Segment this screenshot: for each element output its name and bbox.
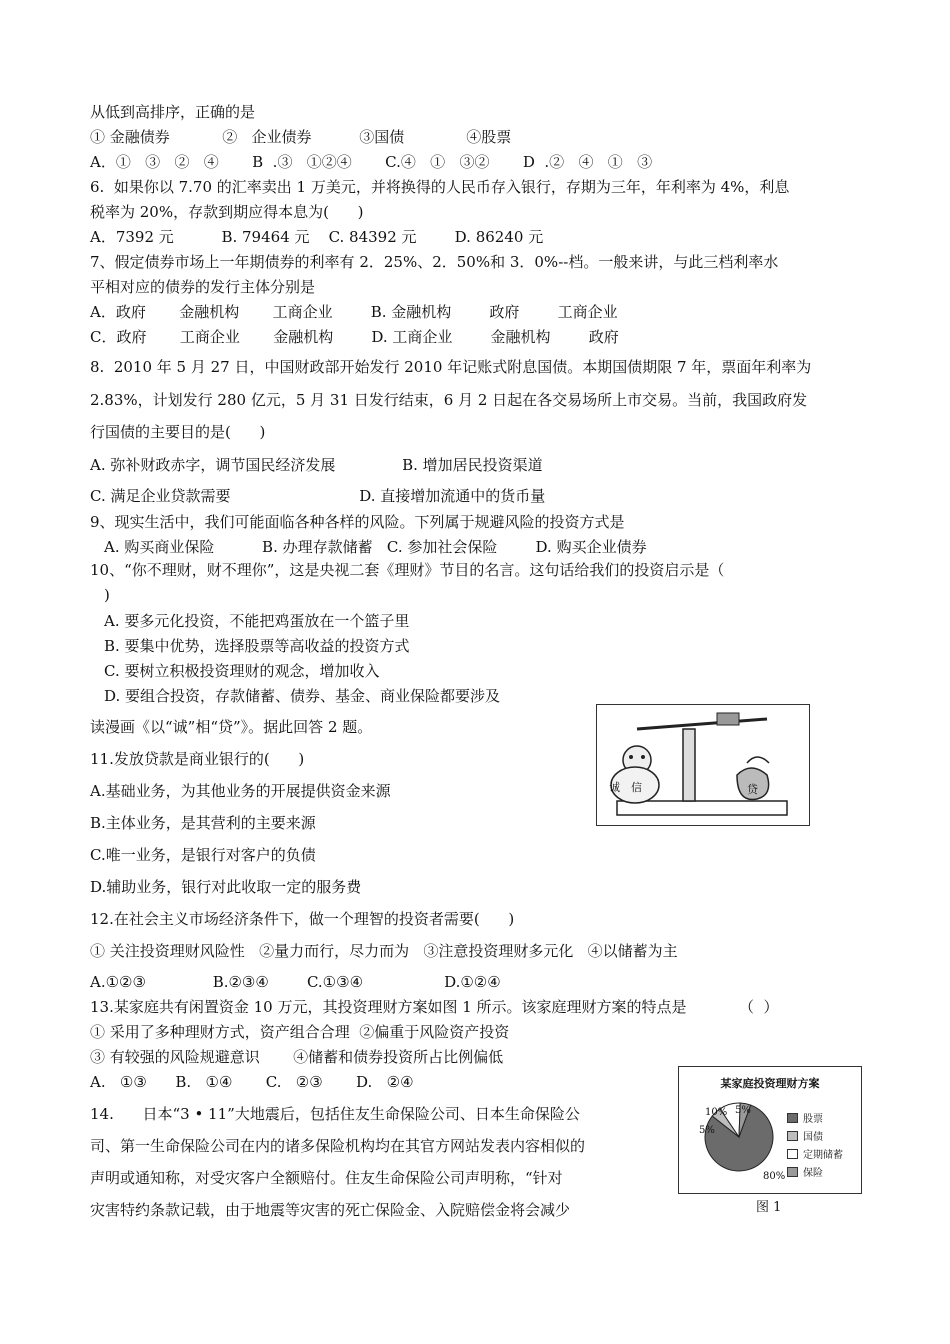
legend-item-bonds <box>787 1131 823 1144</box>
text-line: 7、假定债券市场上一年期债券的利率有 2．25%、2．50%和 3．0%--档。一般来讲，与此三档利率水 <box>90 253 779 271</box>
pie-chart-figure <box>678 1066 862 1194</box>
text-line: 14. 日本“3 • 11”大地震后，包括住友生命保险公司、日本生命保险公 <box>90 1105 580 1123</box>
text-line: 10、“你不理财，财不理你”，这是央视二套《理财》节目的名言。这句话给我们的投资启示是（ <box>90 561 725 579</box>
text-line: 11.发放贷款是商业银行的( ) <box>90 750 305 768</box>
text-line: ① 关注投资理财风险性 ②量力而行，尽力而为 ③注意投资理财多元化 ④以储蓄为主 <box>90 942 678 960</box>
text-line: B.主体业务，是其营利的主要来源 <box>90 814 316 832</box>
text-line: 税率为 20%，存款到期应得本息为( ) <box>90 203 364 221</box>
pct-label-insurance: 5% <box>735 1105 751 1116</box>
text-line: 6. 如果你以 7.70 的汇率卖出 1 万美元，并将换得的人民币存入银行，存期为三年，年利率为 4%，利息 <box>90 178 790 196</box>
text-line: ③ 有较强的风险规避意识 ④储蓄和债券投资所占比例偏低 <box>90 1048 504 1066</box>
cartoon-drawing <box>597 705 809 825</box>
figure-caption: 图 1 <box>756 1200 782 1215</box>
text-line: 13.某家庭共有闲置资金 10 万元，其投资理财方案如图 1 所示。该家庭理财方案的特点是 （ ） <box>90 998 779 1016</box>
text-line: ① 采用了多种理财方式，资产组合合理 ②偏重于风险资产投资 <box>90 1023 510 1041</box>
text-line: C. 满足企业贷款需要 D. 直接增加流通中的货币量 <box>90 487 546 505</box>
pct-label-stocks: 80% <box>763 1171 786 1182</box>
text-line: 司、第一生命保险公司在内的诸多保险机构均在其官方网站发表内容相似的 <box>90 1137 586 1155</box>
text-line: 平相对应的债券的发行主体分别是 <box>90 278 316 296</box>
chart-title: 某家庭投资理财方案 <box>720 1077 820 1090</box>
text-line: ) <box>104 586 110 604</box>
text-line: A．① ③ ② ④ B .③ ①②④ C.④ ① ③② D .② ④ ① ③ <box>90 153 653 171</box>
text-line: 行国债的主要目的是( ) <box>90 423 266 441</box>
text-line: 2.83%，计划发行 280 亿元，5 月 31 日发行结束，6 月 2 日起在各交易场所上市交易。当前，我国政府发 <box>90 391 808 409</box>
text-line: A. 要多元化投资，不能把鸡蛋放在一个篮子里 <box>104 612 410 630</box>
legend-label: 股票 <box>803 1114 823 1125</box>
legend-item-insurance <box>787 1167 823 1180</box>
cartoon-label: 诚 <box>609 781 620 794</box>
text-line: 声明或通知称，对受灾客户全额赔付。住友生命保险公司声明称，“针对 <box>90 1169 563 1187</box>
legend-swatch <box>787 1149 798 1159</box>
text-line: 灾害特约条款记载，由于地震等灾害的死亡保险金、入院赔偿金将会减少 <box>90 1201 571 1219</box>
text-line: 从低到高排序，正确的是 <box>90 103 256 121</box>
text-line: D.辅助业务，银行对此收取一定的服务费 <box>90 878 362 896</box>
text-line: 8. 2010 年 5 月 27 日，中国财政部开始发行 2010 年记账式附息国债。本期国债期限 7 年，票面年利率为 <box>90 358 812 376</box>
text-line: 9、现实生活中，我们可能面临各种各样的风险。下列属于规避风险的投资方式是 <box>90 513 625 531</box>
pct-label-bonds: 5% <box>699 1125 715 1136</box>
cartoon-label: 信 <box>631 781 642 794</box>
text-line: A．政府 金融机构 工商企业 B. 金融机构 政府 工商企业 <box>90 303 618 321</box>
text-line: C．政府 工商企业 金融机构 D. 工商企业 金融机构 政府 <box>90 328 619 346</box>
legend-item-stocks <box>787 1113 823 1126</box>
legend-label: 国债 <box>803 1132 823 1143</box>
legend-swatch <box>787 1167 798 1177</box>
text-line: B. 要集中优势，选择股票等高收益的投资方式 <box>104 637 410 655</box>
text-line: A. 购买商业保险 B. 办理存款储蓄 C. 参加社会保险 D. 购买企业债券 <box>104 538 647 556</box>
text-line: A.基础业务，为其他业务的开展提供资金来源 <box>90 782 391 800</box>
legend-swatch <box>787 1113 798 1123</box>
pct-label-savings: 10% <box>705 1107 728 1118</box>
text-line: D. 要组合投资，存款储蓄、债券、基金、商业保险都要涉及 <box>104 687 501 705</box>
legend-item-savings <box>787 1149 843 1162</box>
legend-label: 保险 <box>803 1168 823 1179</box>
cartoon-label: 贷 <box>747 783 758 796</box>
text-line: A. ①③ B. ①④ C. ②③ D. ②④ <box>90 1073 414 1091</box>
text-line: 读漫画《以“诚”相“贷”》。据此回答 2 题。 <box>90 718 373 736</box>
text-line: A. 弥补财政赤字，调节国民经济发展 B. 增加居民投资渠道 <box>90 456 543 474</box>
cartoon-figure <box>596 704 810 826</box>
text-line: 12.在社会主义市场经济条件下，做一个理智的投资者需要( ) <box>90 910 515 928</box>
text-line: A.①②③ B.②③④ C.①③④ D.①②④ <box>90 973 501 991</box>
text-line: A．7392 元 B. 79464 元 C. 84392 元 D. 86240 元 <box>90 228 544 246</box>
legend-label: 定期储蓄 <box>803 1150 843 1161</box>
legend-swatch <box>787 1131 798 1141</box>
text-line: C. 要树立积极投资理财的观念，增加收入 <box>104 662 380 680</box>
text-line: ① 金融债券 ② 企业债券 ③国债 ④股票 <box>90 128 512 146</box>
text-line: C.唯一业务，是银行对客户的负债 <box>90 846 316 864</box>
